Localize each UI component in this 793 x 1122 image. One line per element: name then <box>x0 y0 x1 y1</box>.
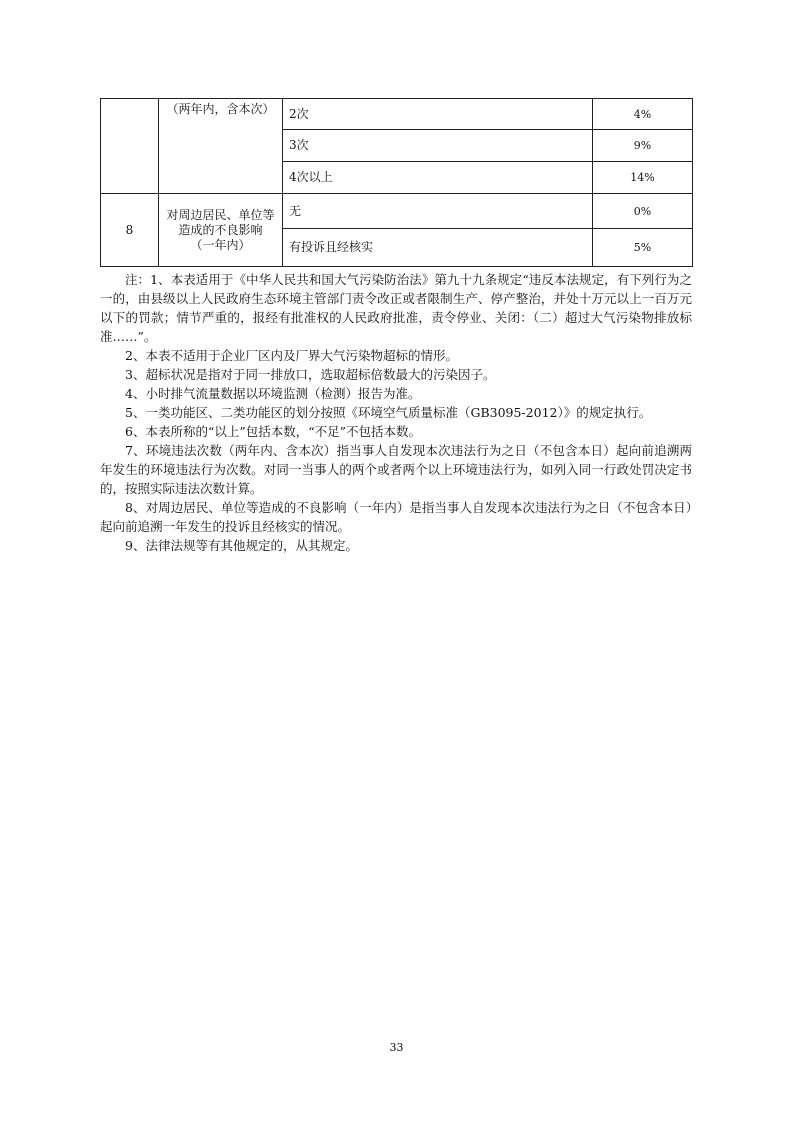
condition-cell: 3次 <box>283 130 593 162</box>
note-8: 8、对周边居民、单位等造成的不良影响（一年内）是指当事人自发现本次违法行为之日（不包含本日）起向前追溯一年发生的投诉且经核实的情况。 <box>100 500 692 534</box>
value-cell: 14% <box>593 162 693 194</box>
row-number-cell <box>101 99 159 194</box>
table-notes <box>100 270 692 555</box>
note-9: 9、法律法规等有其他规定的，从其规定。 <box>125 538 358 553</box>
value-cell: 5% <box>593 229 693 267</box>
note-5: 5、一类功能区、二类功能区的划分按照《环境空气质量标准（GB3095-2012）》的规定执行。 <box>125 405 652 420</box>
value-cell: 0% <box>593 194 693 229</box>
value-cell: 4% <box>593 99 693 130</box>
note-3: 3、超标状况是指对于同一排放口，选取超标倍数最大的污染因子。 <box>125 367 496 382</box>
factor-cell <box>159 194 283 267</box>
factor-text: 对周边居民、单位等造成的不良影响 <box>166 207 275 237</box>
note-4: 4、小时排气流量数据以环境监测（检测）报告为准。 <box>125 386 421 401</box>
row-number-cell: 8 <box>101 194 159 267</box>
note-2: 2、本表不适用于企业厂区内及厂界大气污染物超标的情形。 <box>125 348 458 363</box>
condition-cell: 2次 <box>283 99 593 130</box>
condition-cell: 有投诉且经核实 <box>283 229 593 267</box>
table-row <box>101 194 693 229</box>
note-7: 7、环境违法次数（两年内、含本次）指当事人自发现本次违法行为之日（不包含本日）起向前追溯两年发生的环境违法行为次数。对同一当事人的两个或者两个以上环境违法行为，如列入同一行政处罚决定书的，按照实际违法次数计算。 <box>100 443 692 496</box>
condition-cell: 无 <box>283 194 593 229</box>
value-cell: 9% <box>593 130 693 162</box>
note-1: 注：1、本表适用于《中华人民共和国大气污染防治法》第九十九条规定“违反本法规定，有下列行为之一的，由县级以上人民政府生态环境主管部门责令改正或者限制生产、停产整治，并处十万元以上一百万元以下的罚款；情节严重的，报经有批准权的人民政府批准，责令停业、关闭：（二）超过大气污染物排放标准……”。 <box>100 272 692 344</box>
condition-cell: 4次以上 <box>283 162 593 194</box>
scoring-table <box>100 98 693 267</box>
table-row <box>101 99 693 130</box>
note-6: 6、本表所称的“以上”包括本数，“不足”不包括本数。 <box>125 424 422 439</box>
factor-period: （一年内） <box>190 237 251 252</box>
page-number: 33 <box>389 1041 404 1054</box>
factor-cell: （两年内，含本次） <box>159 99 283 194</box>
